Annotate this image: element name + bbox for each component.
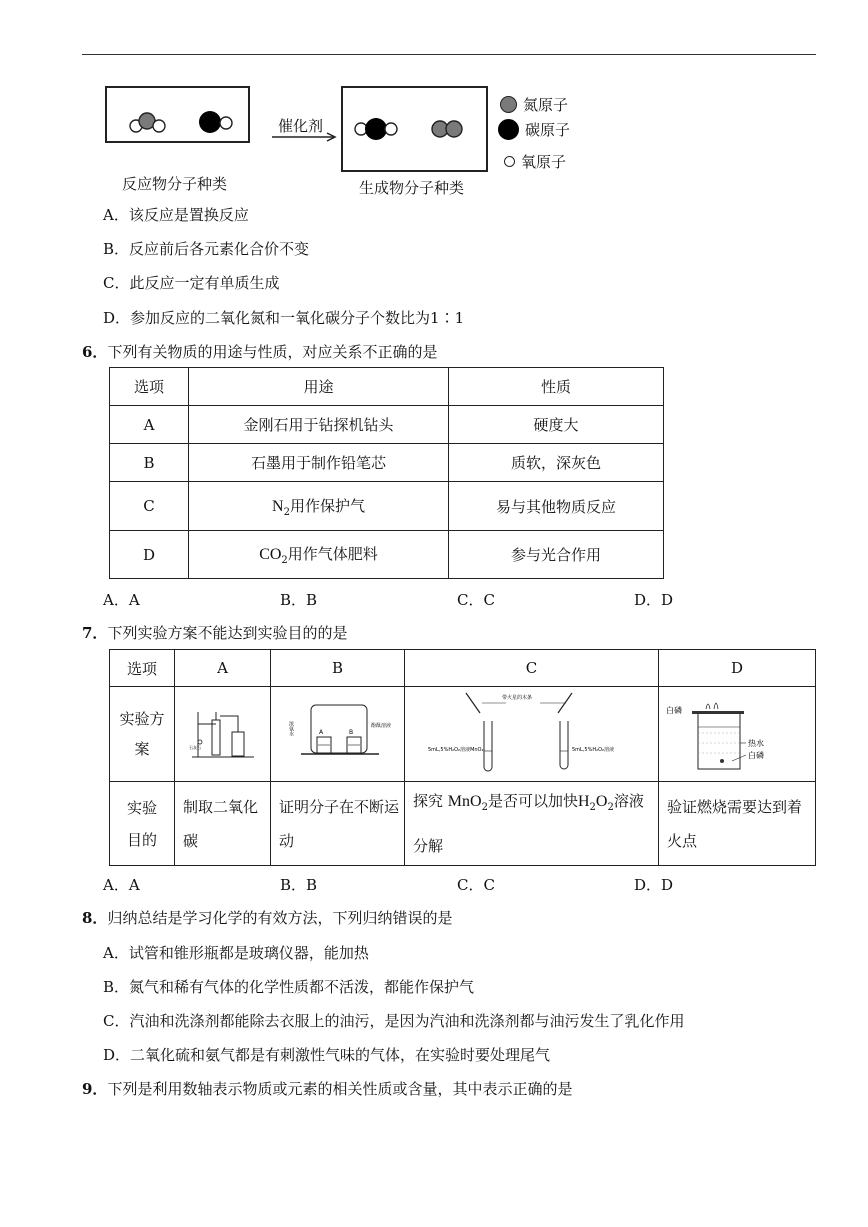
carbon-atom — [199, 111, 221, 133]
q6-header-option: 选项 — [110, 368, 189, 406]
svg-text:5mL,5%H₂O₂溶液MnO₂: 5mL,5%H₂O₂溶液MnO₂ — [427, 747, 483, 753]
q6-row-b-use: 石墨用于制作铅笔芯 — [189, 444, 449, 482]
q7-answer-b: B．B — [280, 876, 318, 894]
q7-img-a — [175, 687, 271, 782]
q6-row-d-property: 参与光合作用 — [449, 531, 664, 579]
q6-row-d-option: D — [110, 531, 189, 579]
q5-option-c: C．此反应一定有单质生成 — [103, 274, 280, 292]
apparatus-a-image — [184, 702, 262, 762]
q7-header-c: C — [405, 650, 659, 687]
q7-stem — [82, 622, 347, 643]
apparatus-c-image — [422, 689, 642, 775]
svg-text:B: B — [348, 729, 353, 736]
q8-option-d: D．二氧化硫和氨气都是有刺激性气味的气体，在实验时要处理尾气 — [103, 1046, 551, 1064]
q6-number: 6． — [82, 343, 108, 361]
product-molecules — [343, 88, 486, 170]
legend-nitrogen: 氮原子 — [500, 94, 568, 115]
q7-answer-d: D．D — [634, 876, 674, 894]
q7-img-c — [405, 687, 659, 782]
catalyst-label: 催化剂 — [278, 117, 324, 135]
header-rule — [82, 54, 816, 55]
q9-stem — [82, 1078, 572, 1099]
q8-number: 8． — [82, 909, 108, 927]
q6-stem — [82, 341, 437, 362]
q7-purpose-c: 探究 MnO$_2$是否可以加快$H_2O_2$溶液分解 — [405, 782, 659, 866]
q7-header-b: B — [271, 650, 405, 687]
q7-row1-label: 实验方案 — [110, 687, 175, 782]
q7-purpose-d: 验证燃烧需要达到着火点 — [659, 782, 816, 866]
oxygen-atom — [220, 117, 232, 129]
q6-stem-text: 下列有关物质的用途与性质，对应关系不正确的是 — [107, 343, 438, 361]
product-box — [341, 86, 488, 172]
q7-purpose-a: 制取二氧化碳 — [175, 782, 271, 866]
q5-option-d: D．参加反应的二氧化氮和一氧化碳分子个数比为1∶1 — [103, 309, 465, 327]
q6-header-use: 用途 — [189, 368, 449, 406]
legend-carbon: 碳原子 — [498, 119, 570, 140]
reaction-arrow — [272, 132, 338, 142]
q8-stem — [82, 907, 452, 928]
q7-table — [109, 649, 816, 866]
q6-row-d-use: $CO_2$用作气体肥料 — [189, 531, 449, 579]
svg-text:带火星的木条: 带火星的木条 — [501, 695, 532, 701]
nitrogen-atom-icon — [500, 96, 517, 113]
apparatus-d-image — [662, 689, 812, 775]
q5-option-a: A．该反应是置换反应 — [103, 206, 249, 224]
q6-header-property: 性质 — [449, 368, 664, 406]
carbon-atom-icon — [498, 119, 519, 140]
svg-text:5mL,5%H₂O₂溶液: 5mL,5%H₂O₂溶液 — [571, 747, 614, 753]
svg-text:白磷: 白磷 — [666, 706, 682, 715]
q7-row2-label: 实验目的 — [110, 782, 175, 866]
svg-text:酚酞溶液: 酚酞溶液 — [370, 723, 391, 729]
q6-answer-b: B．B — [280, 591, 318, 609]
q7-purpose-b: 证明分子在不断运动 — [271, 782, 405, 866]
svg-text:浓氨水: 浓氨水 — [287, 721, 294, 736]
q5-option-b: B．反应前后各元素化合价不变 — [103, 240, 310, 258]
reactant-caption: 反应物分子种类 — [122, 175, 228, 193]
reactant-box — [105, 86, 250, 143]
q8-option-a: A．试管和锥形瓶都是玻璃仪器，能加热 — [103, 944, 369, 962]
q7-img-d — [659, 687, 816, 782]
q7-answers — [103, 874, 811, 895]
q6-row-a-property: 硬度大 — [449, 406, 664, 444]
q9-number: 9． — [82, 1080, 108, 1098]
q9-stem-text: 下列是利用数轴表示物质或元素的相关性质或含量，其中表示正确的是 — [107, 1080, 573, 1098]
q6-answers — [103, 589, 811, 610]
q7-answer-a: A．A — [103, 876, 140, 894]
oxygen-atom-icon — [504, 156, 515, 167]
q7-answer-c: C．C — [457, 876, 495, 894]
q6-row-b-option: B — [110, 444, 189, 482]
q6-answer-a: A．A — [103, 591, 140, 609]
q7-number: 7． — [82, 624, 108, 642]
q6-answer-c: C．C — [457, 591, 495, 609]
q6-row-a-use: 金刚石用于钻探机钻头 — [189, 406, 449, 444]
q6-row-c-use: $N_2$用作保护气 — [189, 482, 449, 531]
q7-header-d: D — [659, 650, 816, 687]
svg-text:热水: 热水 — [748, 739, 764, 748]
q7-stem-text: 下列实验方案不能达到实验目的的是 — [107, 624, 348, 642]
reactant-molecules — [107, 88, 248, 141]
q6-row-a-option: A — [110, 406, 189, 444]
q6-row-c-option: C — [110, 482, 189, 531]
q6-table — [109, 367, 664, 579]
q6-answer-d: D．D — [634, 591, 674, 609]
product-caption: 生成物分子种类 — [359, 179, 465, 197]
q8-option-c: C．汽油和洗涤剂都能除去衣服上的油污，是因为汽油和洗涤剂都与油污发生了乳化作用 — [103, 1012, 685, 1030]
q8-option-b: B．氮气和稀有气体的化学性质都不活泼，都能作保护气 — [103, 978, 475, 996]
legend-oxygen: 氧原子 — [504, 151, 566, 172]
svg-text:A: A — [318, 729, 323, 736]
q7-header-a: A — [175, 650, 271, 687]
q6-row-c-property: 易与其他物质反应 — [449, 482, 664, 531]
svg-text:石灰石: 石灰石 — [188, 745, 201, 750]
oxygen-atom — [153, 120, 165, 132]
q8-stem-text: 归纳总结是学习化学的有效方法，下列归纳错误的是 — [107, 909, 453, 927]
q7-header-option: 选项 — [110, 650, 175, 687]
q6-row-b-property: 质软，深灰色 — [449, 444, 664, 482]
svg-text:白磷: 白磷 — [748, 751, 764, 760]
apparatus-b-image — [283, 699, 393, 765]
q7-img-b — [271, 687, 405, 782]
